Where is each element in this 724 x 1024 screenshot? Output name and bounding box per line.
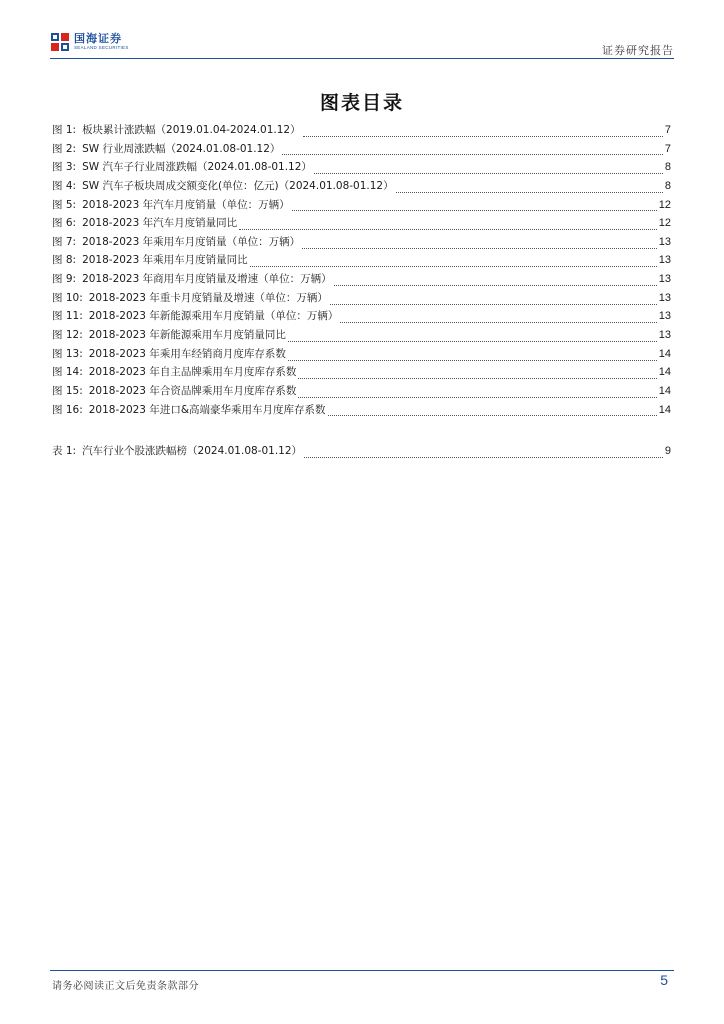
toc-entry-number: 图 12: bbox=[52, 329, 83, 342]
toc-entry-page: 13 bbox=[658, 254, 671, 267]
figure-toc-entry[interactable] bbox=[52, 214, 671, 233]
toc-entry-number: 图 15: bbox=[52, 384, 83, 397]
toc-entry-number: 图 13: bbox=[52, 347, 83, 360]
toc-entry-page: 13 bbox=[658, 235, 671, 248]
figure-toc-entry[interactable] bbox=[52, 270, 671, 289]
toc-entry-title: 2018-2023 年乘用车月度销量（单位：万辆） bbox=[82, 235, 301, 248]
toc-entry-title: 2018-2023 年汽车月度销量（单位：万辆） bbox=[82, 198, 290, 211]
toc-entry-title: SW 汽车子板块周成交额变化(单位：亿元)（2024.01.08-01.12） bbox=[82, 179, 394, 192]
toc-entry-number: 图 4: bbox=[52, 179, 77, 192]
toc-dot-leader bbox=[250, 256, 657, 267]
toc-entry-title: 2018-2023 年商用车月度销量及增速（单位：万辆） bbox=[82, 273, 332, 286]
toc-entry-title: 2018-2023 年新能源乘用车月度销量（单位：万辆） bbox=[88, 310, 339, 323]
toc-dot-leader bbox=[303, 126, 663, 137]
toc-entry-title: 2018-2023 年汽车月度销量同比 bbox=[82, 217, 238, 230]
figure-toc-entry[interactable] bbox=[52, 307, 671, 326]
toc-dot-leader bbox=[334, 275, 657, 286]
toc-entry-title: SW 汽车子行业周涨跌幅（2024.01.08-01.12） bbox=[82, 161, 312, 174]
toc-entry-title: 2018-2023 年进口&高端豪华乘用车月度库存系数 bbox=[88, 403, 326, 416]
toc-entry-title: 2018-2023 年乘用车月度销量同比 bbox=[82, 254, 248, 267]
toc-entry-title: 2018-2023 年合资品牌乘用车月度库存系数 bbox=[88, 384, 297, 397]
toc-dot-leader bbox=[314, 163, 663, 174]
toc-entry-page: 14 bbox=[658, 403, 671, 416]
toc-entry-page: 12 bbox=[658, 198, 671, 211]
disclaimer-note: 请务必阅读正文后免责条款部分 bbox=[52, 981, 199, 992]
logo-chinese-name: 国海证券 bbox=[74, 32, 122, 46]
toc-entry-page: 14 bbox=[658, 384, 671, 397]
toc-entry-number: 图 7: bbox=[52, 235, 77, 248]
toc-entry-title: 2018-2023 年自主品牌乘用车月度库存系数 bbox=[88, 366, 297, 379]
toc-entry-page: 7 bbox=[664, 142, 671, 155]
logo-english-name: SEALAND SECURITIES bbox=[74, 45, 129, 51]
toc-entry-number: 图 9: bbox=[52, 273, 77, 286]
toc-entry-page: 8 bbox=[664, 179, 671, 192]
toc-entry-page: 13 bbox=[658, 329, 671, 342]
toc-entry-title: 汽车行业个股涨跌幅榜（2024.01.08-01.12） bbox=[82, 445, 303, 457]
toc-dot-leader bbox=[340, 312, 656, 323]
toc-entry-title: 2018-2023 年重卡月度销量及增速（单位：万辆） bbox=[88, 291, 328, 304]
figure-toc-entry[interactable] bbox=[52, 140, 671, 159]
toc-entry-number: 图 6: bbox=[52, 217, 77, 230]
table-list bbox=[52, 442, 671, 461]
toc-dot-leader bbox=[330, 294, 657, 305]
toc-entry-number: 图 10: bbox=[52, 291, 83, 304]
toc-entry-number: 图 14: bbox=[52, 366, 83, 379]
toc-dot-leader bbox=[239, 219, 657, 230]
toc-dot-leader bbox=[292, 200, 657, 211]
toc-entry-title: SW 行业周涨跌幅（2024.01.08-01.12） bbox=[82, 142, 281, 155]
toc-dot-leader bbox=[396, 182, 663, 193]
toc-dot-leader bbox=[298, 368, 656, 379]
page-header bbox=[50, 28, 674, 58]
toc-dot-leader bbox=[302, 238, 657, 249]
figure-toc-entry[interactable] bbox=[52, 401, 671, 420]
toc-entry-number: 图 11: bbox=[52, 310, 83, 323]
toc-dot-leader bbox=[298, 387, 656, 398]
toc-entry-page: 14 bbox=[658, 366, 671, 379]
figure-toc-entry[interactable] bbox=[52, 251, 671, 270]
toc-entry-number: 图 5: bbox=[52, 198, 77, 211]
page-number: 5 bbox=[660, 972, 668, 988]
toc-entry-page: 12 bbox=[658, 217, 671, 230]
toc-entry-page: 13 bbox=[658, 273, 671, 286]
toc-dot-leader bbox=[328, 405, 657, 416]
figure-toc-entry[interactable] bbox=[52, 196, 671, 215]
figure-toc-entry[interactable] bbox=[52, 121, 671, 140]
toc-entry-page: 7 bbox=[664, 124, 671, 136]
toc-entry-number: 图 16: bbox=[52, 403, 83, 416]
figure-toc-entry[interactable] bbox=[52, 363, 671, 382]
figure-toc-entry[interactable] bbox=[52, 326, 671, 345]
footer-divider bbox=[50, 970, 674, 971]
toc-entry-page: 13 bbox=[658, 291, 671, 304]
toc-dot-leader bbox=[288, 350, 657, 361]
toc-dot-leader bbox=[282, 144, 662, 155]
sealand-logo-icon bbox=[50, 32, 70, 52]
toc-entry-number: 表 1: bbox=[52, 445, 77, 457]
figure-toc-entry[interactable] bbox=[52, 382, 671, 401]
figure-toc-entry[interactable] bbox=[52, 289, 671, 308]
toc-entry-number: 图 8: bbox=[52, 254, 77, 267]
toc-entry-title: 2018-2023 年乘用车经销商月度库存系数 bbox=[88, 347, 286, 360]
figure-toc-entry[interactable] bbox=[52, 233, 671, 252]
figure-toc-entry[interactable] bbox=[52, 177, 671, 196]
figure-toc-entry[interactable] bbox=[52, 345, 671, 364]
page-title: 图表目录 bbox=[319, 92, 404, 114]
report-type-label: 证券研究报告 bbox=[602, 44, 674, 57]
toc-entry-page: 8 bbox=[664, 161, 671, 174]
toc-entry-page: 14 bbox=[658, 347, 671, 360]
toc-entry-number: 图 1: bbox=[52, 124, 77, 136]
company-logo bbox=[50, 30, 129, 54]
table-toc-entry[interactable] bbox=[52, 442, 671, 461]
toc-dot-leader bbox=[288, 331, 657, 342]
toc-dot-leader bbox=[304, 447, 663, 458]
toc-entry-title: 板块累计涨跌幅（2019.01.04-2024.01.12） bbox=[82, 124, 301, 136]
toc-entry-number: 图 3: bbox=[52, 161, 77, 174]
toc-entry-page: 13 bbox=[658, 310, 671, 323]
header-divider bbox=[50, 58, 674, 59]
toc-entry-number: 图 2: bbox=[52, 142, 77, 155]
toc-entry-page: 9 bbox=[664, 445, 671, 457]
figure-list bbox=[52, 121, 671, 419]
figure-toc-entry[interactable] bbox=[52, 158, 671, 177]
toc-entry-title: 2018-2023 年新能源乘用车月度销量同比 bbox=[88, 329, 286, 342]
